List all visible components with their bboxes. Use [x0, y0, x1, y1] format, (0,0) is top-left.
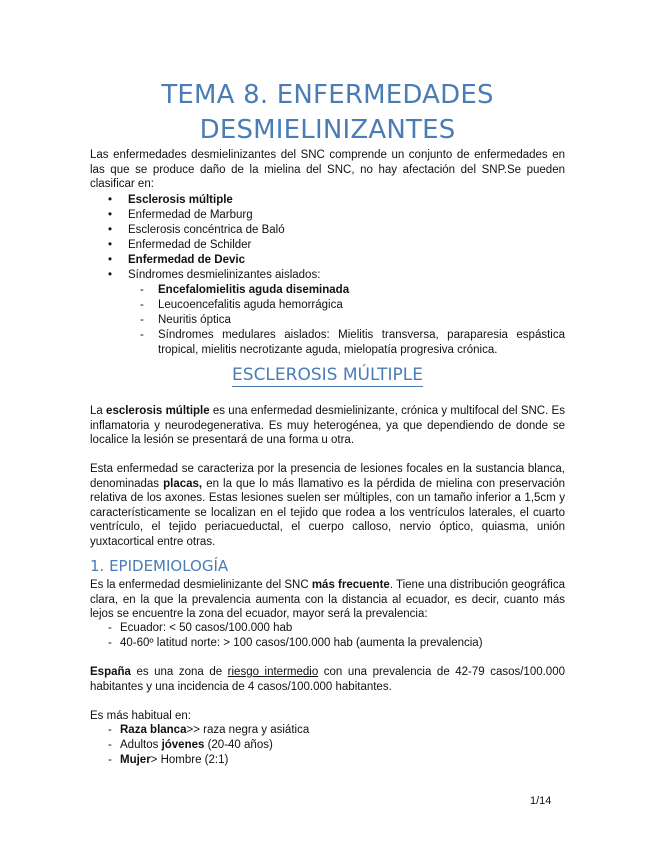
- page-number: 1/14: [530, 795, 552, 807]
- classification-list: [90, 193, 565, 358]
- bullet-icon: •: [108, 224, 113, 236]
- list-item-text: Leucoencefalitis aguda hemorrágica: [158, 299, 343, 311]
- list-item-text: Síndromes desmielinizantes aislados:: [128, 269, 321, 281]
- list-item: [90, 268, 565, 358]
- isolated-syndromes-list: [128, 283, 565, 358]
- list-item-text: Esclerosis concéntrica de Baló: [128, 224, 285, 236]
- more-common-intro: Es más habitual en:: [90, 710, 192, 722]
- list-item: [90, 193, 565, 208]
- bullet-icon: •: [108, 239, 113, 251]
- dash-icon: -: [108, 622, 112, 634]
- list-item: [90, 313, 565, 328]
- list-item: [90, 208, 565, 223]
- list-item-text: Enfermedad de Marburg: [128, 209, 253, 221]
- list-item: - Ecuador: < 50 casos/100.000 hab: [108, 622, 293, 634]
- bullet-icon: •: [108, 209, 113, 221]
- subsection-title: 1. EPIDEMIOLOGÍA: [90, 557, 229, 575]
- list-item: - Mujer> Hombre (2:1): [108, 754, 229, 766]
- list-item: [90, 328, 565, 358]
- list-item-text: Neuritis óptica: [158, 314, 231, 326]
- em-paragraph-2: Esta enfermedad se caracteriza por la presencia de lesiones focales en la sustancia blanca, denominadas placas, en la que lo más llamativo es la pérdida de mielina con preservación relativa de los axones. Estas lesiones suelen ser múltiples, con un tamaño inferior a 1,5cm y característicamente se localizan en el tejido que rodea a los ventrículos laterales, el cuarto ventrículo, el tejido periacueductal, el cuerpo calloso, nervio óptico, quiasma, unión yuxtacortical entre otras.: [90, 463, 565, 548]
- bullet-icon: •: [108, 194, 113, 206]
- dash-icon: -: [108, 637, 112, 649]
- document-title-line-2: DESMIELINIZANTES: [199, 115, 456, 145]
- prevalence-list: [90, 621, 565, 651]
- list-item: [90, 298, 565, 313]
- bullet-icon: •: [108, 254, 113, 266]
- spain-paragraph: España es una zona de riesgo intermedio con una prevalencia de 42-79 casos/100.000 habitantes y una incidencia de 4 casos/100.000 habitantes.: [90, 666, 565, 693]
- more-common-list: [90, 723, 565, 768]
- list-item: [90, 223, 565, 238]
- list-item: - Raza blanca>> raza negra y asiática: [108, 724, 310, 736]
- dash-icon: -: [108, 754, 112, 766]
- list-item: [90, 238, 565, 253]
- dash-icon: -: [140, 284, 144, 296]
- list-item: - Adultos jóvenes (20-40 años): [108, 739, 273, 751]
- bullet-icon: •: [108, 269, 113, 281]
- dash-icon: -: [140, 314, 144, 326]
- list-item-text: Síndromes medulares aislados: Mielitis transversa, paraparesia espástica tropical, mielitis necrotizante aguda, mielopatía progresiva crónica.: [158, 329, 565, 356]
- document-title-line-1: TEMA 8. ENFERMEDADES: [161, 80, 494, 110]
- intro-paragraph: Las enfermedades desmielinizantes del SNC comprende un conjunto de enfermedades en las que se produce daño de la mielina del SNC, no hay afectación del SNP.Se pueden clasificar en:: [90, 149, 565, 191]
- epidemiology-paragraph: Es la enfermedad desmielinizante del SNC más frecuente. Tiene una distribución geográfica clara, en la que la prevalencia aumenta con la distancia al ecuador, es decir, cuanto más lejos se encuentre la zona del ecuador, mayor será la prevalencia:: [90, 579, 565, 621]
- list-item: [90, 253, 565, 268]
- list-item-text: Enfermedad de Schilder: [128, 239, 252, 251]
- dash-icon: -: [140, 299, 144, 311]
- dash-icon: -: [140, 329, 144, 341]
- list-item-text: Enfermedad de Devic: [128, 254, 245, 266]
- list-item-text: Encefalomielitis aguda diseminada: [158, 284, 350, 296]
- dash-icon: -: [108, 739, 112, 751]
- em-paragraph-1: La esclerosis múltiple es una enfermedad desmielinizante, crónica y multifocal del SNC. Es inflamatoria y neurodegenerativa. Es muy heterogénea, ya que dependiendo de donde se localice la lesión se presentará de una forma u otra.: [90, 405, 565, 447]
- section-title: ESCLEROSIS MÚLTIPLE: [232, 365, 423, 385]
- dash-icon: -: [108, 724, 112, 736]
- list-item: - 40-60º latitud norte: > 100 casos/100.000 hab (aumenta la prevalencia): [108, 637, 483, 649]
- list-item-text: Esclerosis múltiple: [128, 194, 233, 206]
- list-item: [90, 283, 565, 298]
